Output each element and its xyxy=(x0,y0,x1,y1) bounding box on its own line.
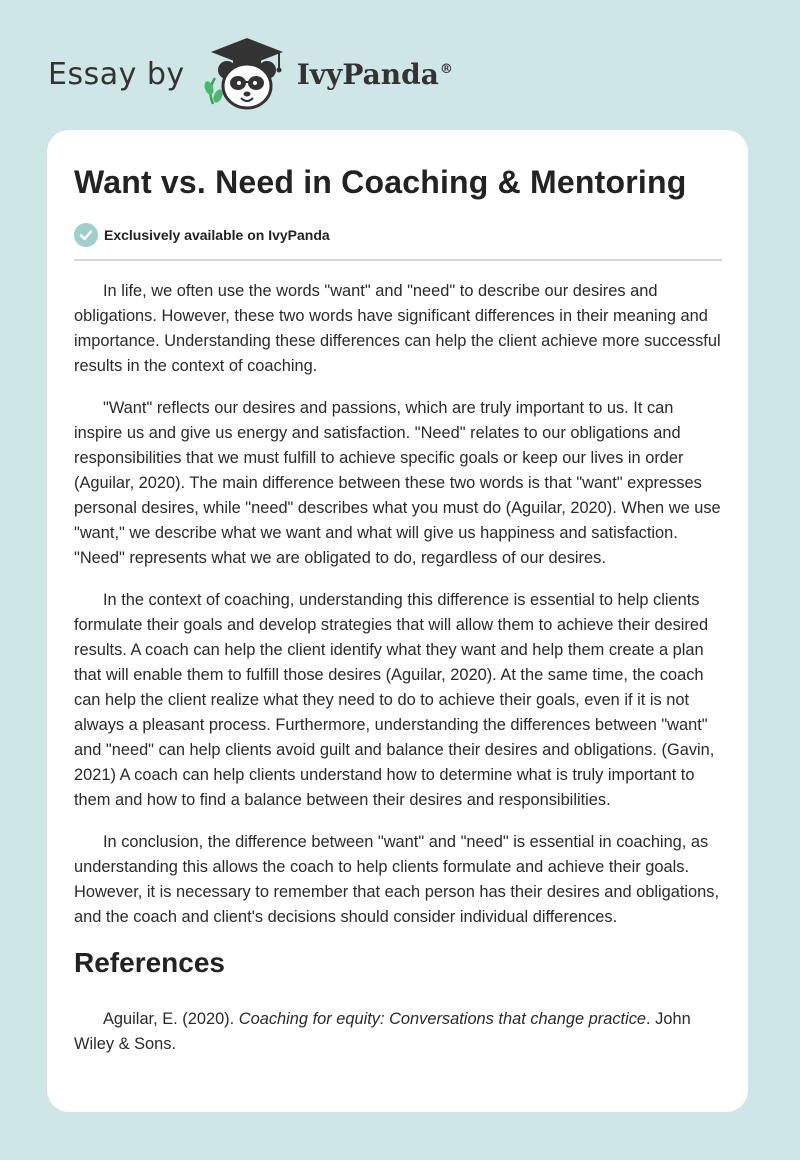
essay-title: Want vs. Need in Coaching & Mentoring xyxy=(74,164,687,200)
body-paragraph-4: In conclusion, the difference between "want" and "need" is essential in coaching, as understanding this allows the coach to help clients formulate and achieve their goals. However, it is necessary to remember that each person has their desires and obligations, and the coach and client's decisions should consider individual differences. xyxy=(74,833,720,926)
check-circle-icon xyxy=(74,223,98,247)
exclusive-badge xyxy=(74,223,722,247)
reference-entry xyxy=(74,1007,722,1057)
panda-logo-icon xyxy=(201,34,293,114)
brand-prefix: Essay by xyxy=(48,56,185,92)
essay-card xyxy=(47,130,748,1112)
title-divider xyxy=(74,259,722,261)
body-paragraph-1: In life, we often use the words "want" and "need" to describe our desires and obligations. However, these two words have significant differences in their meaning and importance. Understanding these differences can help the client achieve more successful results in the context of coaching. xyxy=(74,282,721,375)
exclusive-badge-text: Exclusively available on IvyPanda xyxy=(104,227,330,243)
body-paragraph-3: In the context of coaching, understanding this difference is essential to help clients formulate their goals and develop strategies that will allow them to achieve their desired results. A coach can help the client identify what they want and help them create a plan that will enable them to fulfill those desires (Aguilar, 2020). At the same time, the coach can help the client realize what they need to do to achieve their goals, even if it is not always a pleasant process. Furthermore, understanding the differences between "want" and "need" can help clients avoid guilt and balance their desires and obligations. (Gavin, 2021) A coach can help clients understand how to determine what is truly important to them and how to find a balance between their desires and responsibilities. xyxy=(74,591,715,809)
reference-author: Aguilar, E. (2020). xyxy=(103,1010,239,1028)
brand-header xyxy=(48,34,453,114)
brand-name xyxy=(297,58,453,91)
reference-publisher: . John Wiley & Sons. xyxy=(74,1010,691,1053)
registered-mark: ® xyxy=(439,62,453,78)
brand-name-text: IvyPanda xyxy=(296,57,439,91)
reference-title: Coaching for equity: Conversations that change practice xyxy=(238,1010,647,1028)
references-heading: References xyxy=(74,947,225,978)
body-paragraph-2: "Want" reflects our desires and passions, which are truly important to us. It can inspire us and give us energy and satisfaction. "Need" relates to our obligations and responsibilities that we must fulfill to achieve specific goals or keep our lives in order (Aguilar, 2020). The main difference between these two words is that "want" expresses personal desires, while "need" describes what you must do (Aguilar, 2020). When we use "want," we describe what we want and what will give us happiness and satisfaction. "Need" represents what we are obligated to do, regardless of our desires. xyxy=(74,399,721,567)
